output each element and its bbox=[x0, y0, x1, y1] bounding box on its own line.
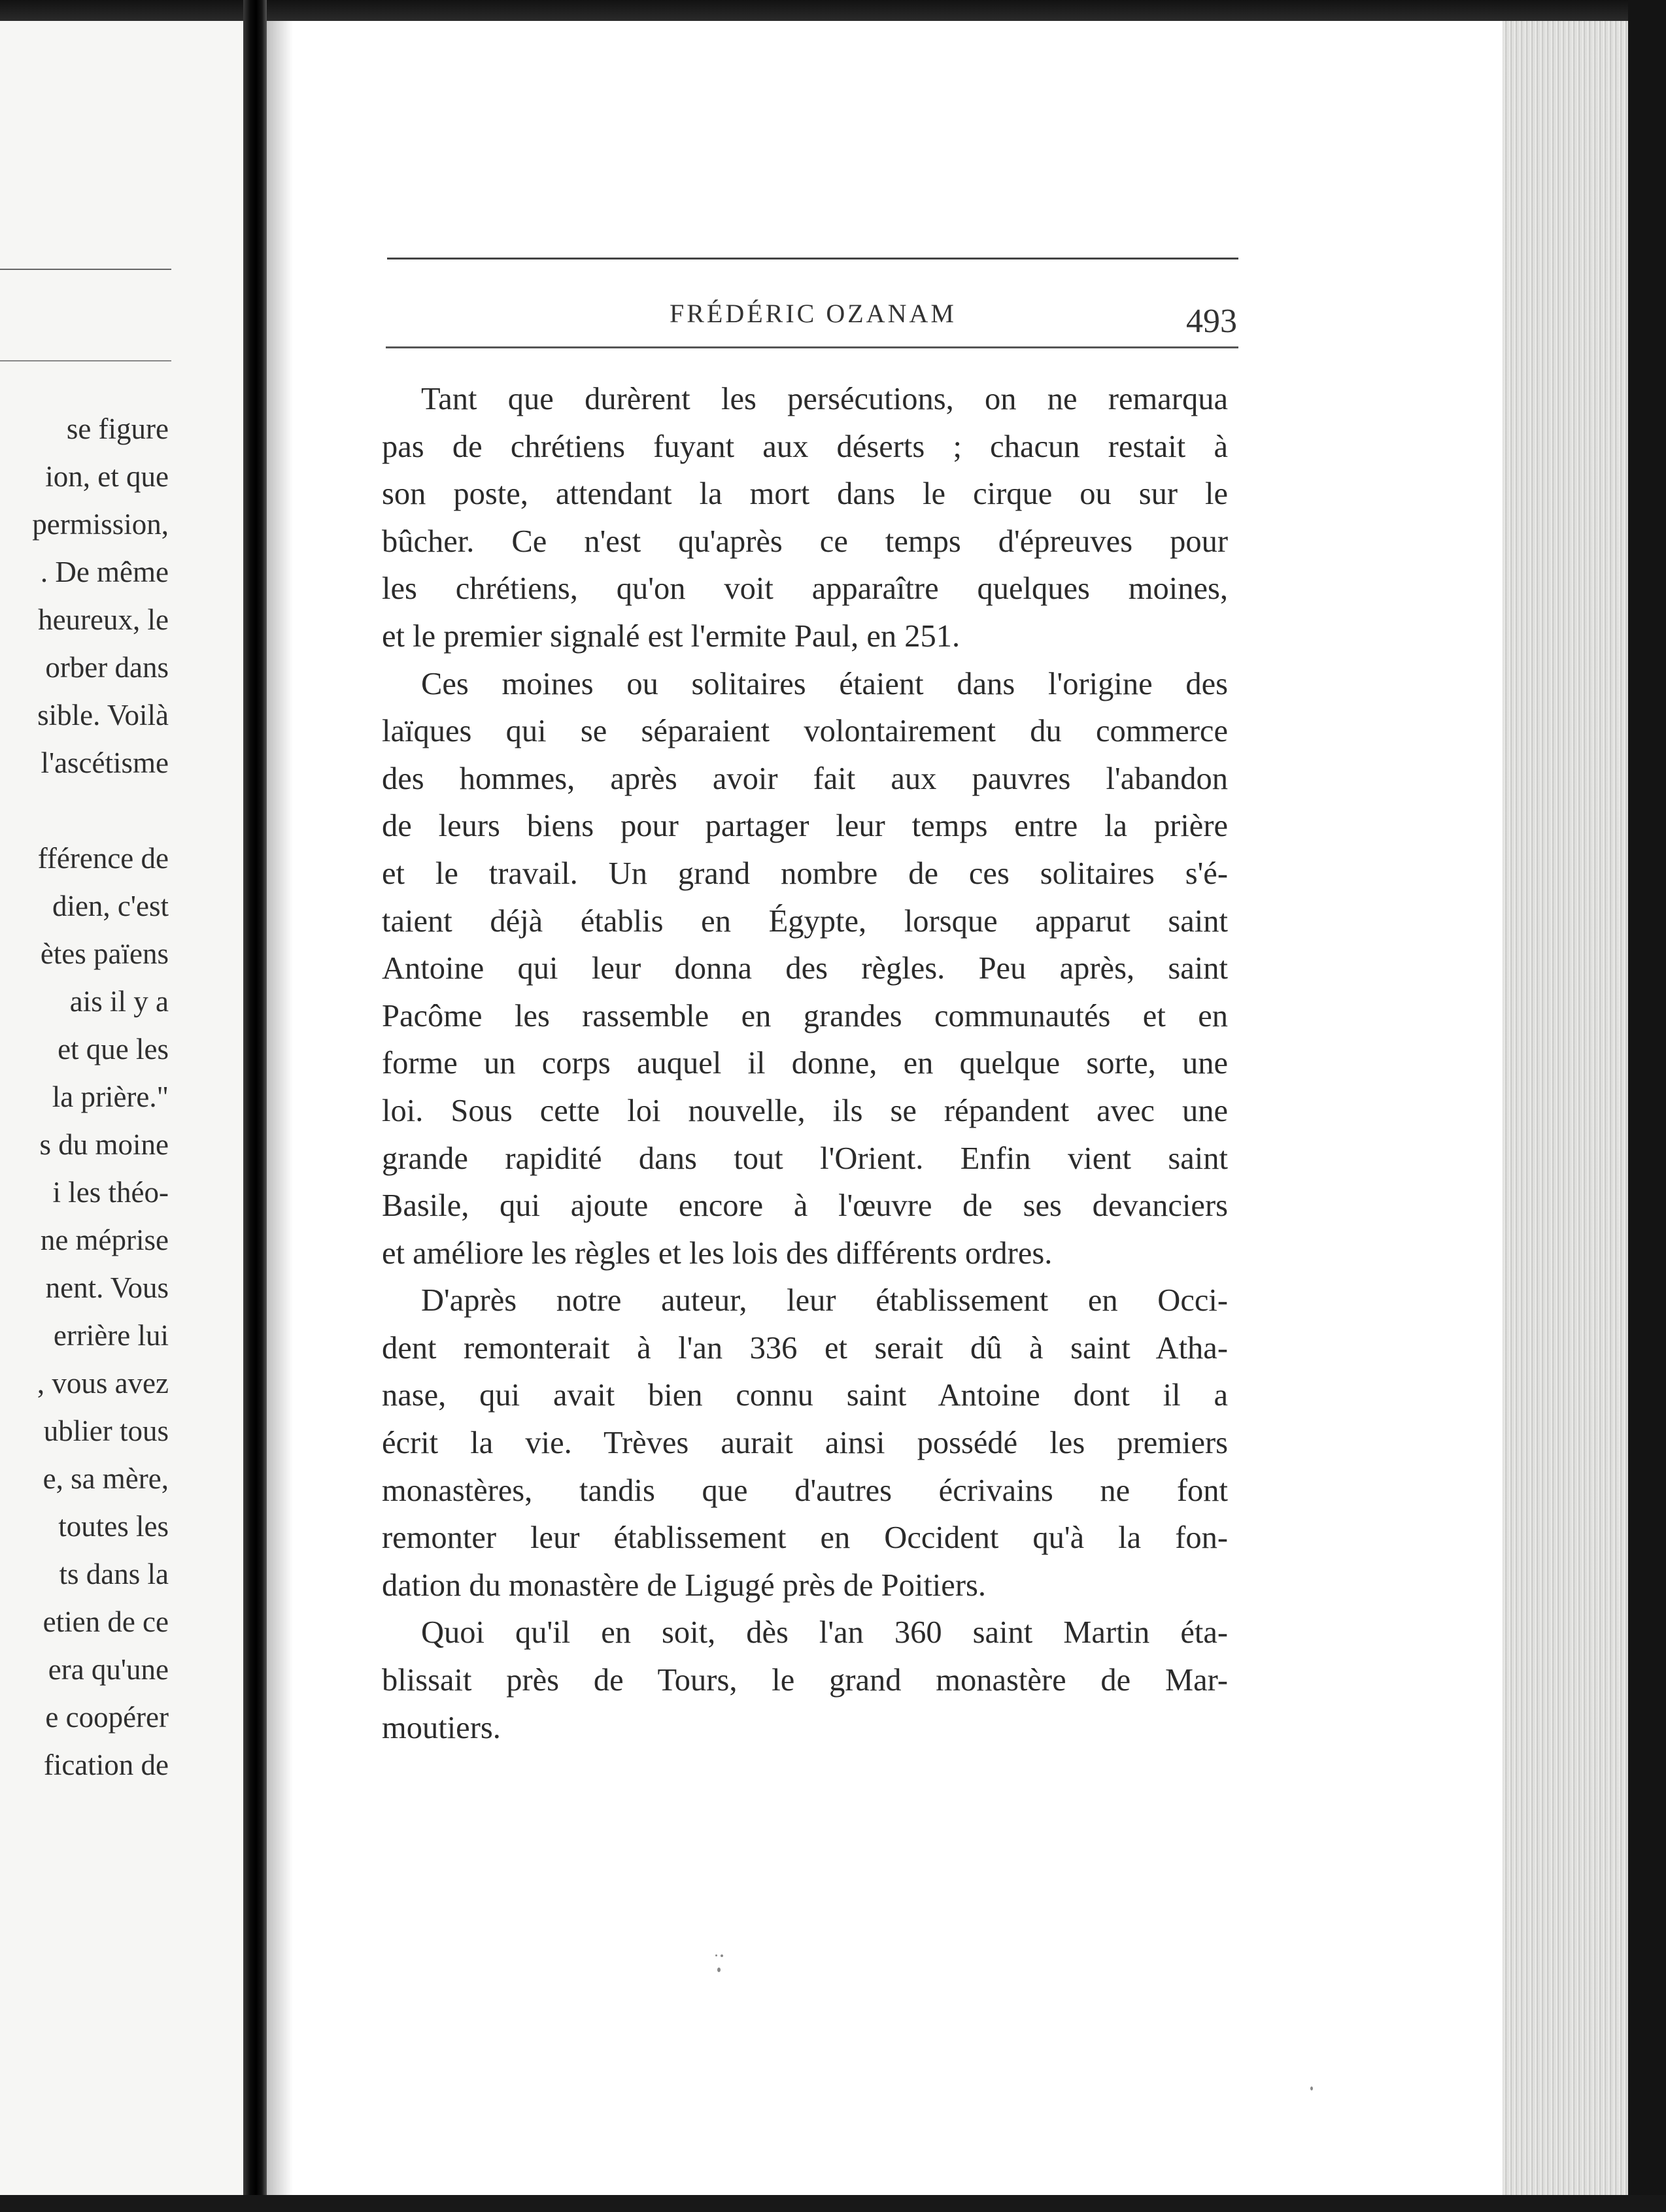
text-line: de leurs biens pour partager leur temps entre la prière bbox=[382, 809, 1228, 844]
text-line: Pacôme les rassemble en grandes communautés et en bbox=[382, 998, 1228, 1033]
left-page-line: nent. Vous bbox=[45, 1271, 169, 1304]
scan-speck bbox=[1310, 2086, 1313, 2090]
text-line: blissait près de Tours, le grand monastère de Mar- bbox=[382, 1663, 1228, 1698]
text-line: dent remonterait à l'an 336 et serait dû à saint Atha- bbox=[382, 1330, 1228, 1366]
left-page-line: fication de bbox=[43, 1749, 169, 1781]
left-page-line: ètes païens bbox=[40, 937, 169, 970]
left-page-header-rule-bottom bbox=[0, 360, 171, 361]
left-page-line: heureux, le bbox=[38, 603, 169, 636]
book-spine bbox=[243, 0, 267, 2196]
left-page-line: errière lui bbox=[53, 1319, 169, 1352]
text-line: Ces moines ou solitaires étaient dans l'origine des bbox=[421, 666, 1228, 701]
header-rule-top bbox=[387, 258, 1238, 260]
left-page-line: la prière." bbox=[52, 1081, 169, 1113]
text-line: forme un corps auquel il donne, en quelque sorte, une bbox=[382, 1046, 1228, 1081]
text-line: pas de chrétiens fuyant aux déserts ; chacun restait à bbox=[382, 429, 1228, 464]
left-page-line: ais il y a bbox=[69, 985, 169, 1018]
text-line: dation du monastère de Ligugé près de Poitiers. bbox=[382, 1567, 986, 1603]
text-line: et le travail. Un grand nombre de ces solitaires s'é- bbox=[382, 856, 1228, 891]
left-page-line: se figure bbox=[66, 412, 169, 445]
left-page-line: e coopérer bbox=[45, 1701, 169, 1734]
scan-speck bbox=[715, 1954, 717, 1956]
left-page-line: ne méprise bbox=[40, 1224, 169, 1256]
gutter-shadow bbox=[267, 21, 293, 2195]
left-page-text bbox=[32, 405, 169, 1789]
running-head: FRÉDÉRIC OZANAM bbox=[670, 299, 957, 328]
text-line: Tant que durèrent les persécutions, on ne remarqua bbox=[421, 382, 1228, 416]
text-line: bûcher. Ce n'est qu'après ce temps d'épreuves pour bbox=[382, 524, 1228, 559]
text-line: grande rapidité dans tout l'Orient. Enfin vient saint bbox=[382, 1141, 1228, 1176]
page-number: 493 bbox=[1186, 303, 1237, 340]
left-page-line: etien de ce bbox=[42, 1605, 169, 1638]
left-page-line: orber dans bbox=[45, 651, 169, 684]
text-line: des hommes, après avoir fait aux pauvres l'abandon bbox=[382, 761, 1228, 796]
left-page-line: e, sa mère, bbox=[42, 1462, 169, 1495]
text-line: monastères, tandis que d'autres écrivains ne font bbox=[382, 1473, 1228, 1508]
left-page-line: fférence de bbox=[37, 842, 169, 875]
scan-speck bbox=[721, 1954, 723, 1957]
left-page-line: , vous avez bbox=[37, 1367, 169, 1399]
left-page-line: permission, bbox=[32, 508, 169, 541]
scan-frame-bottom bbox=[0, 2195, 1666, 2212]
left-page-line: sible. Voilà bbox=[37, 699, 169, 731]
scan-speck bbox=[717, 1968, 721, 1972]
left-page-line: . De même bbox=[40, 556, 169, 588]
text-line: nase, qui avait bien connu saint Antoine dont il a bbox=[382, 1378, 1228, 1413]
text-line: taient déjà établis en Égypte, lorsque apparut saint bbox=[382, 903, 1228, 939]
left-page-line: ublier tous bbox=[43, 1415, 169, 1447]
text-line: et le premier signalé est l'ermite Paul, en 251. bbox=[382, 618, 960, 654]
left-page-line: ts dans la bbox=[59, 1558, 169, 1590]
left-page-header-rule-top bbox=[0, 269, 171, 270]
text-line: D'après notre auteur, leur établissement en Occi- bbox=[421, 1283, 1228, 1318]
text-line: loi. Sous cette loi nouvelle, ils se répandent avec une bbox=[382, 1093, 1228, 1128]
text-line: moutiers. bbox=[382, 1710, 501, 1745]
text-line: écrit la vie. Trèves aurait ainsi possédé les premiers bbox=[382, 1426, 1228, 1461]
left-page-line: ion, et que bbox=[45, 460, 169, 493]
left-page-line: dien, c'est bbox=[52, 890, 169, 922]
page-edges bbox=[1503, 21, 1628, 2195]
left-facing-page bbox=[0, 21, 248, 2195]
left-page-line: s du moine bbox=[39, 1128, 169, 1161]
left-page-line: i les théo- bbox=[52, 1176, 169, 1209]
text-line: son poste, attendant la mort dans le cirque ou sur le bbox=[382, 477, 1228, 512]
text-line: remonter leur établissement en Occident qu'à la fon- bbox=[382, 1520, 1228, 1556]
left-page-line: era qu'une bbox=[48, 1653, 169, 1686]
left-page-line: toutes les bbox=[58, 1510, 169, 1543]
left-page-line: l'ascétisme bbox=[41, 746, 169, 779]
text-line: Basile, qui ajoute encore à l'œuvre de ses devanciers bbox=[382, 1188, 1228, 1224]
left-page-line bbox=[32, 787, 169, 835]
text-line: Antoine qui leur donna des règles. Peu après, saint bbox=[382, 951, 1228, 986]
text-line: les chrétiens, qu'on voit apparaître quelques moines, bbox=[382, 571, 1228, 607]
scan-frame-right bbox=[1628, 0, 1666, 2212]
left-page-line: et que les bbox=[58, 1033, 169, 1065]
text-line: Quoi qu'il en soit, dès l'an 360 saint Martin éta- bbox=[421, 1615, 1228, 1651]
text-line: et améliore les règles et les lois des différents ordres. bbox=[382, 1235, 1053, 1271]
body-text bbox=[382, 376, 1228, 1752]
text-line: laïques qui se séparaient volontairement du commerce bbox=[382, 714, 1228, 749]
header-rule-bottom bbox=[386, 346, 1238, 348]
